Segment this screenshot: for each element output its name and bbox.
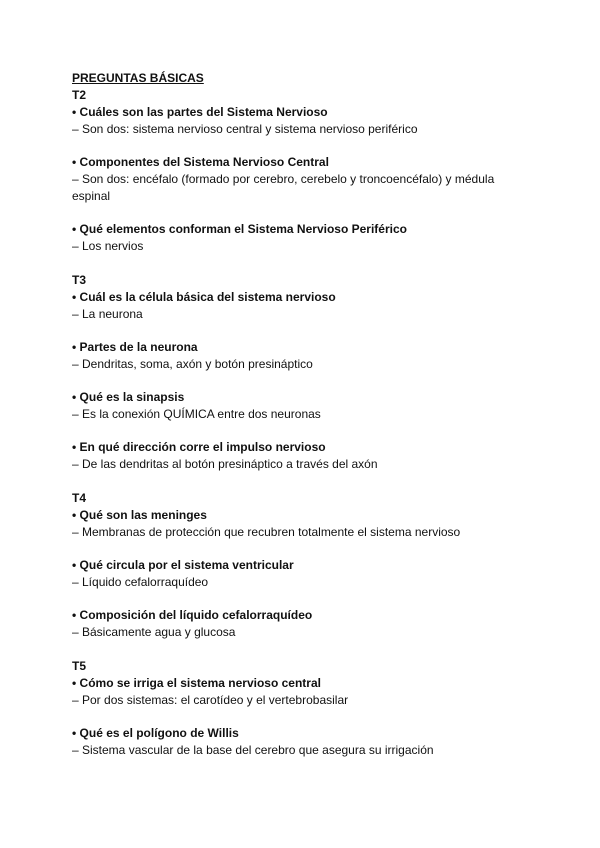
document-page [72, 70, 532, 759]
qa-item [72, 607, 532, 641]
answer: – De las dendritas al botón presináptico a través del axón [72, 457, 378, 471]
answer: – Son dos: sistema nervioso central y sistema nervioso periférico [72, 122, 418, 136]
section-label: T3 [72, 273, 87, 287]
question: • En qué dirección corre el impulso nervioso [72, 440, 326, 454]
qa-item [72, 221, 532, 255]
answer: – Los nervios [72, 239, 144, 253]
qa-item [72, 507, 532, 541]
question: • Componentes del Sistema Nervioso Central [72, 155, 329, 169]
question: • Qué elementos conforman el Sistema Nervioso Periférico [72, 222, 407, 236]
answer: – Dendritas, soma, axón y botón presináptico [72, 357, 313, 371]
answer: – Por dos sistemas: el carotídeo y el vertebrobasilar [72, 693, 349, 707]
section-t5 [72, 658, 532, 759]
answer: – Son dos: encéfalo (formado por cerebro, cerebelo y troncoencéfalo) y médula espinal [72, 172, 495, 203]
qa-item [72, 154, 532, 205]
section-label: T2 [72, 88, 87, 102]
answer: – Líquido cefalorraquídeo [72, 575, 209, 589]
section-t2 [72, 87, 532, 255]
question: • Qué es la sinapsis [72, 390, 185, 404]
section-t4 [72, 490, 532, 641]
question: • Qué circula por el sistema ventricular [72, 558, 294, 572]
qa-item [72, 557, 532, 591]
question: • Cómo se irriga el sistema nervioso central [72, 676, 321, 690]
section-label: T4 [72, 491, 87, 505]
question: • Partes de la neurona [72, 340, 198, 354]
qa-item [72, 439, 532, 473]
section-t3 [72, 272, 532, 473]
question: • Cuál es la célula básica del sistema nervioso [72, 290, 336, 304]
qa-item [72, 675, 532, 709]
question: • Qué son las meninges [72, 508, 207, 522]
qa-item [72, 725, 532, 759]
question: • Composición del líquido cefalorraquídeo [72, 608, 313, 622]
answer: – Membranas de protección que recubren totalmente el sistema nervioso [72, 525, 461, 539]
document-title: PREGUNTAS BÁSICAS [72, 71, 204, 85]
answer: – La neurona [72, 307, 143, 321]
answer: – Sistema vascular de la base del cerebro que asegura su irrigación [72, 743, 434, 757]
question: • Qué es el polígono de Willis [72, 726, 239, 740]
answer: – Básicamente agua y glucosa [72, 625, 236, 639]
section-label: T5 [72, 659, 87, 673]
question: • Cuáles son las partes del Sistema Nervioso [72, 105, 328, 119]
answer: – Es la conexión QUÍMICA entre dos neuronas [72, 407, 321, 421]
qa-item [72, 289, 532, 323]
qa-item [72, 339, 532, 373]
qa-item [72, 389, 532, 423]
qa-item [72, 104, 532, 138]
